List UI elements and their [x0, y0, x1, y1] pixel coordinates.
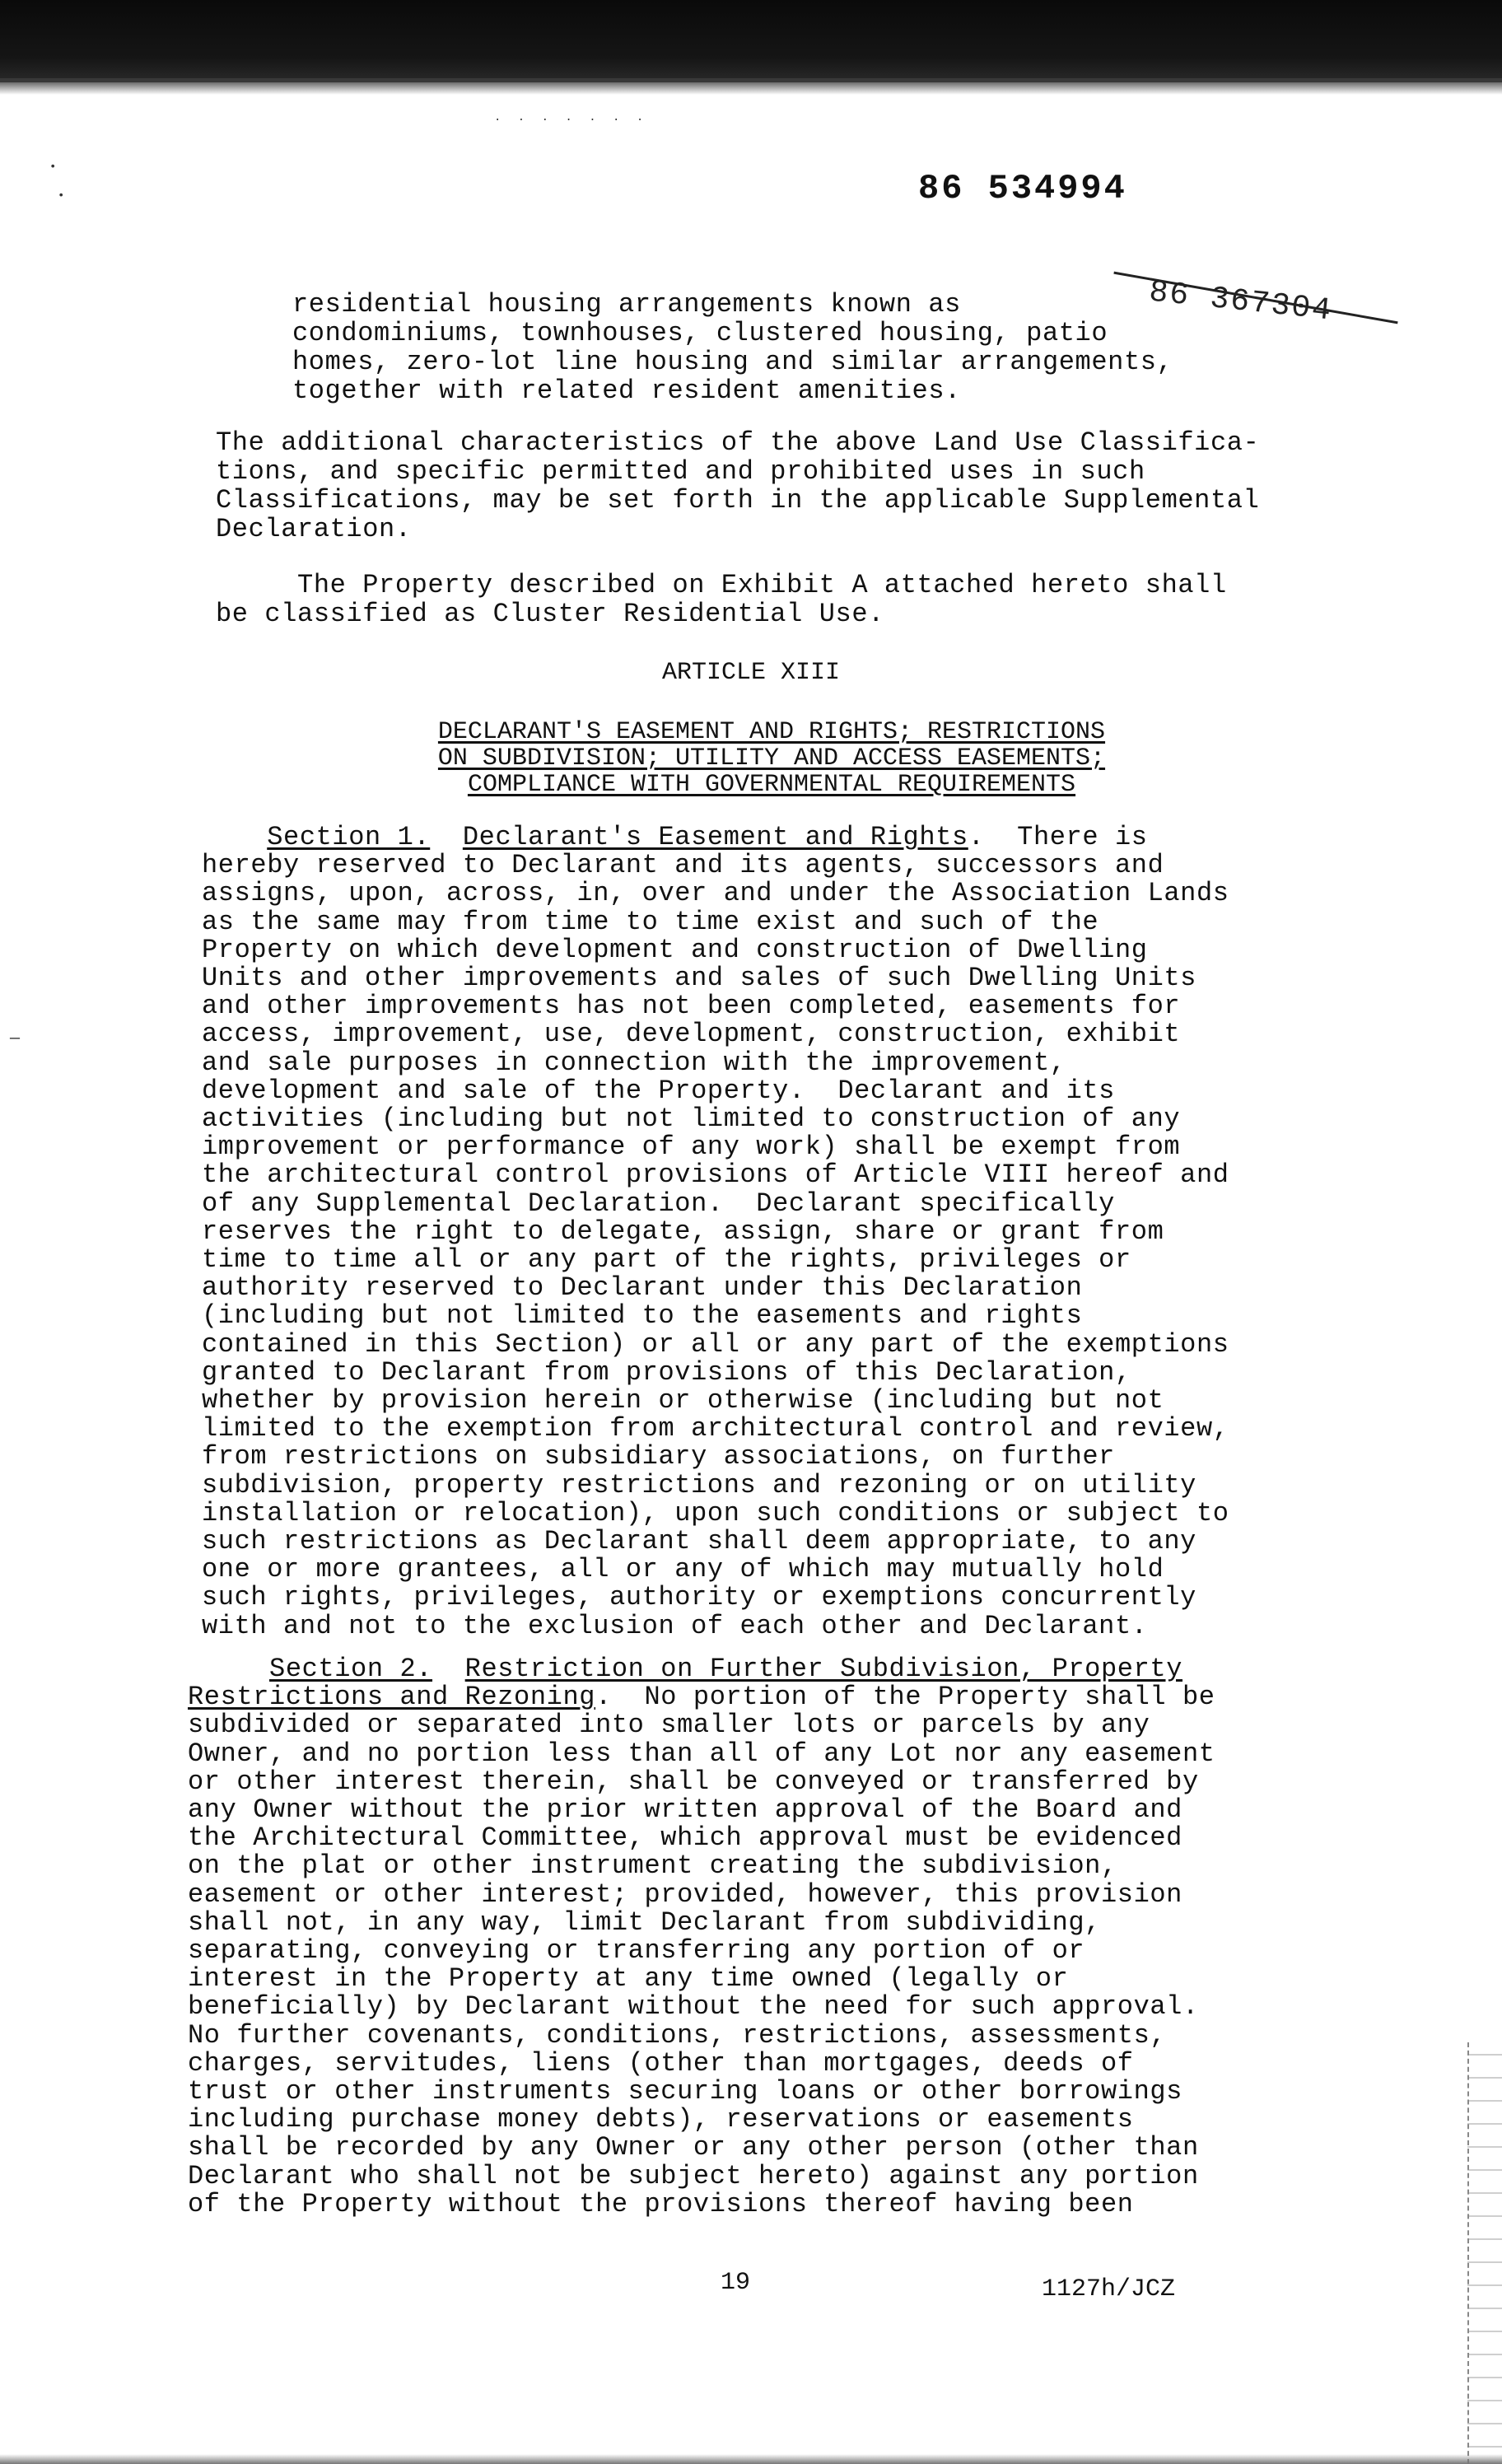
text-line: activities (including but not limited to construction of any [202, 1104, 1181, 1135]
text-line: improvement or performance of any work) shall be exempt from [202, 1132, 1181, 1163]
text-line: of the Property without the provisions thereof having been [188, 2188, 1134, 2219]
text-line: contained in this Section) or all or any part of the exemptions [202, 1328, 1229, 1360]
text-line: or other interest therein, shall be conveyed or transferred by [188, 1766, 1199, 1797]
text-line: separating, conveying or transferring any portion of or [188, 1935, 1085, 1967]
text-line: interest in the Property at any time owned (legally or [188, 1963, 1069, 1995]
text-line: shall not, in any way, limit Declarant from subdividing, [188, 1906, 1101, 1938]
text-line: granted to Declarant from provisions of this Declaration, [202, 1356, 1131, 1388]
struck-document-number: 86 367304 [1147, 274, 1334, 329]
text-line: access, improvement, use, development, construction, exhibit [202, 1019, 1181, 1050]
section-2-title: Restriction on Further Subdivision, Property [464, 1654, 1182, 1684]
text-line: Owner, and no portion less than all of any Lot nor any easement [188, 1738, 1215, 1769]
text-line: and other improvements has not been completed, easements for [202, 991, 1181, 1022]
text-line: trust or other instruments securing loans or other borrowings [188, 2076, 1182, 2107]
scan-speck: · · · · · · · [494, 114, 649, 127]
text-line: shall be recorded by any Owner or any other person (other than [188, 2132, 1199, 2163]
property-paragraph [216, 571, 1227, 628]
text-line: installation or relocation), upon such conditions or subject to [202, 1497, 1229, 1528]
text-line: development and sale of the Property. Declarant and its [202, 1075, 1115, 1106]
scan-speck: — [10, 1029, 21, 1048]
text-line: such restrictions as Declarant shall deem appropriate, to any [202, 1526, 1196, 1557]
scan-bottom-band [0, 2454, 1502, 2464]
text-line: . There is [968, 822, 1148, 852]
text-line: limited to the exemption from architectural control and review, [202, 1413, 1229, 1444]
text-line: assigns, upon, across, in, over and under the Association Lands [202, 878, 1229, 909]
text-line: The Property described on Exhibit A attached hereto shall [216, 570, 1227, 600]
text-line: whether by provision herein or otherwise (including but not [202, 1385, 1164, 1416]
text-line: with and not to the exclusion of each other and Declarant. [202, 1610, 1148, 1641]
section-2-title-continued: Restrictions and Rezoning [188, 1682, 596, 1713]
text-line: including purchase money debts), reservations or easements [188, 2104, 1134, 2135]
text-line: reserves the right to delegate, assign, share or grant from [202, 1216, 1164, 1247]
text-line: beneficially) by Declarant without the need for such approval. [188, 1991, 1199, 2023]
text-line: together with related resident amenities. [292, 376, 961, 406]
text-line: any Owner without the prior written approval of the Board and [188, 1794, 1182, 1826]
text-line: Classifications, may be set forth in the applicable Supplemental [216, 485, 1260, 516]
text-line: on the plat or other instrument creating the subdivision, [188, 1850, 1117, 1882]
text-line: easement or other interest; provided, however, this provision [188, 1878, 1182, 1910]
text-line: the Architectural Committee, which approval must be evidenced [188, 1822, 1182, 1854]
document-code: 1127h/JCZ [1042, 2275, 1176, 2303]
text-line: authority reserved to Declarant under this Declaration [202, 1272, 1083, 1304]
scan-top-band-edge [0, 78, 1502, 95]
text-line: subdivision, property restrictions and rezoning or on utility [202, 1469, 1196, 1500]
section-1-title: Declarant's Easement and Rights [462, 822, 968, 852]
text-line: as the same may from time to time exist and such of the [202, 906, 1099, 937]
text-line: homes, zero-lot line housing and similar arrangements, [292, 347, 1173, 377]
scan-right-edge-strip [1467, 2042, 1502, 2464]
text-line: Property on which development and construction of Dwelling [202, 934, 1148, 965]
text-line: hereby reserved to Declarant and its agents, successors and [202, 850, 1164, 881]
scan-speck: • [49, 161, 57, 174]
text-line: such rights, privileges, authority or exemptions concurrently [202, 1582, 1196, 1613]
text-line: No further covenants, conditions, restrictions, assessments, [188, 2019, 1167, 2051]
characteristics-paragraph [216, 428, 1259, 544]
section-2-label: Section 2. [269, 1654, 433, 1684]
page-number: 19 [721, 2269, 751, 2297]
article-heading-line: ON SUBDIVISION; UTILITY AND ACCESS EASEMENTS; [437, 744, 1106, 772]
article-heading-line: COMPLIANCE WITH GOVERNMENTAL REQUIREMENTS [467, 771, 1076, 799]
scan-top-band [0, 0, 1502, 82]
text-line: be classified as Cluster Residential Use. [216, 599, 884, 629]
text-line: Declaration. [216, 514, 412, 544]
text-line: Declarant who shall not be subject hereto) against any portion [188, 2160, 1199, 2191]
document-number: 86 534994 [918, 169, 1127, 208]
section-1-label: Section 1. [267, 822, 431, 852]
section-2-paragraph [188, 1655, 1215, 2219]
text-line: tions, and specific permitted and prohibited uses in such [216, 456, 1145, 487]
section-1-paragraph [202, 824, 1229, 1640]
text-line: residential housing arrangements known as [292, 289, 961, 320]
text-line: charges, servitudes, liens (other than mortgages, deeds of [188, 2047, 1134, 2079]
text-line: time to time all or any part of the rights, privileges or [202, 1244, 1131, 1276]
text-line: The additional characteristics of the above Land Use Classifica- [216, 427, 1260, 458]
text-line: (including but not limited to the easements and rights [202, 1300, 1083, 1332]
text-line: from restrictions on subsidiary associations, on further [202, 1441, 1115, 1472]
text-line: subdivided or separated into smaller lots or parcels by any [188, 1710, 1150, 1741]
text-line: of any Supplemental Declaration. Declarant specifically [202, 1188, 1115, 1219]
scan-speck: • [58, 189, 65, 203]
text-line: condominiums, townhouses, clustered housing, patio [292, 318, 1108, 348]
text-line: the architectural control provisions of Article VIII hereof and [202, 1160, 1229, 1191]
text-line: Units and other improvements and sales of such Dwelling Units [202, 963, 1196, 994]
text-line: . No portion of the Property shall be [595, 1682, 1215, 1713]
text-line: and sale purposes in connection with the improvement, [202, 1047, 1066, 1078]
text-line: one or more grantees, all or any of which may mutually hold [202, 1554, 1164, 1585]
article-heading-line: DECLARANT'S EASEMENT AND RIGHTS; RESTRICTIONS [437, 718, 1106, 746]
article-title: ARTICLE XIII [661, 659, 841, 687]
intro-paragraph [292, 290, 1173, 405]
